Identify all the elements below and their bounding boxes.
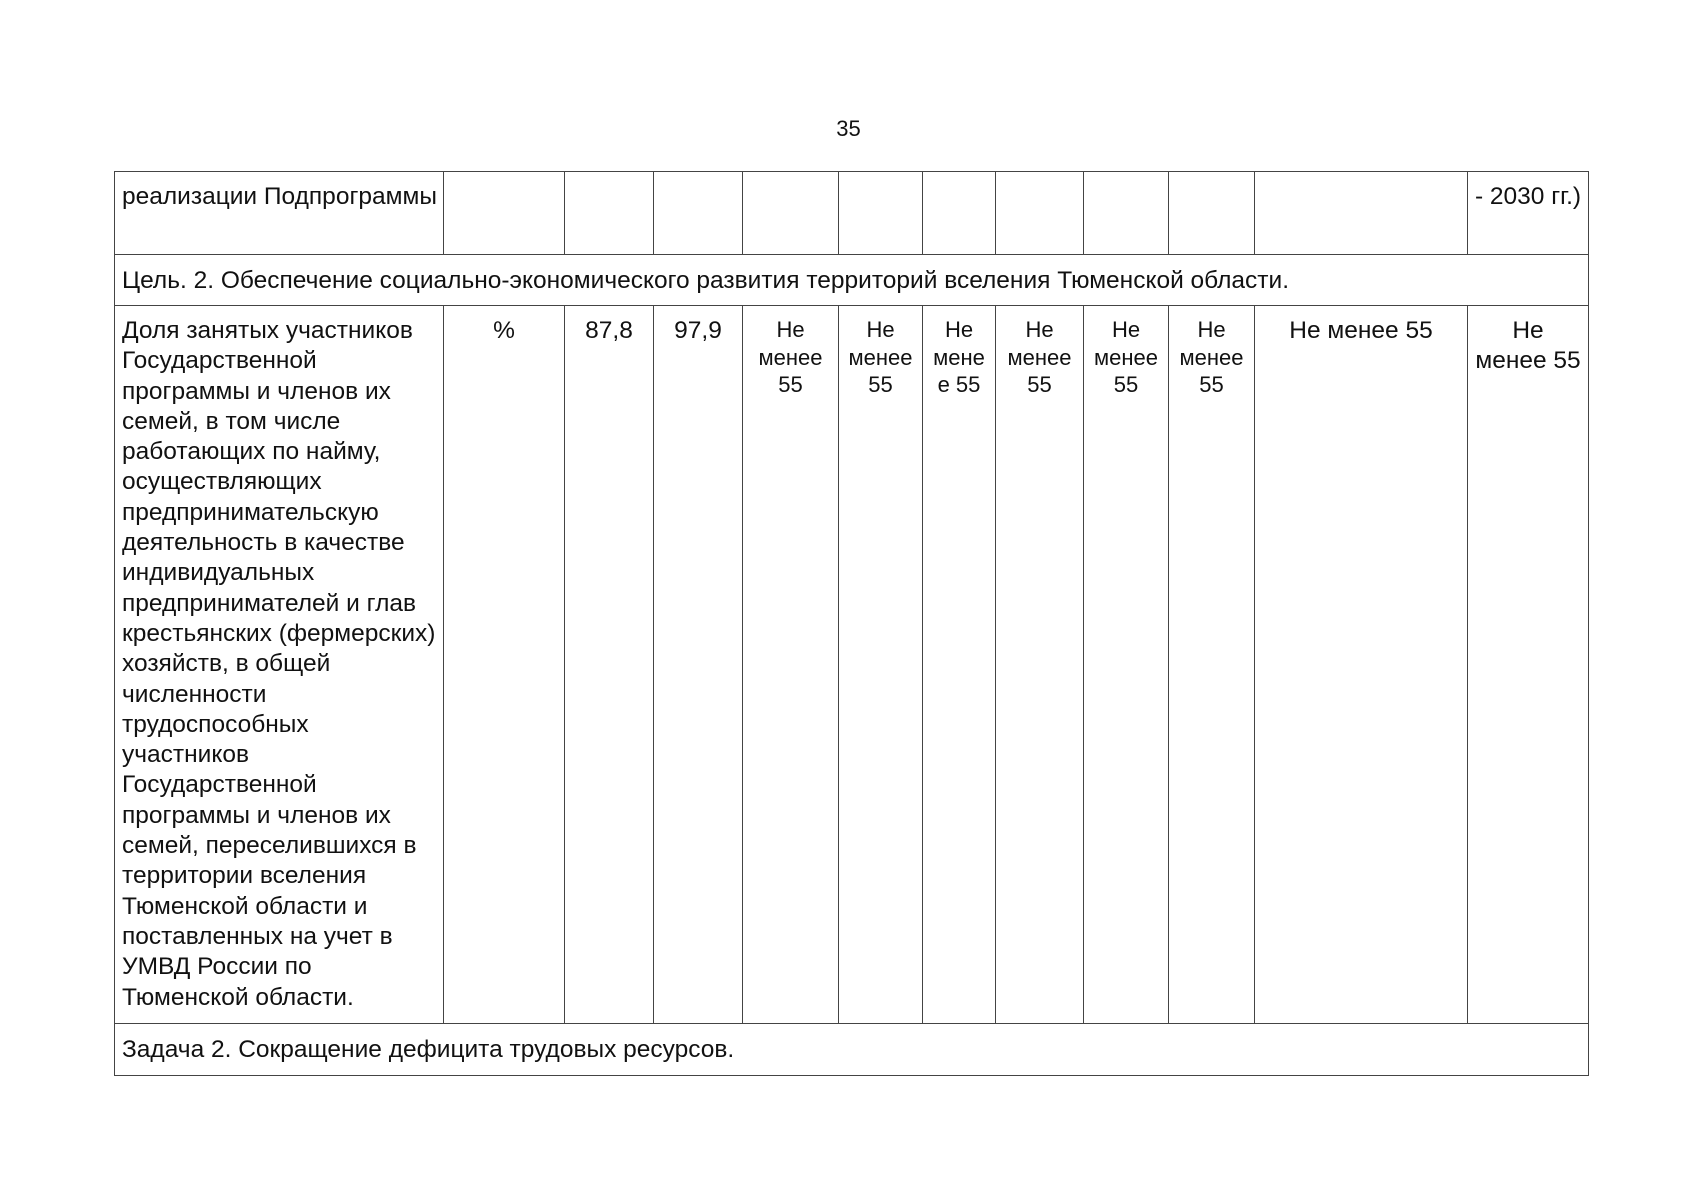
table-row — [115, 306, 1589, 1024]
cell-empty — [923, 172, 996, 255]
indicator-value: Не менее 55 — [743, 306, 839, 1024]
indicator-value: Не менее 55 — [1255, 306, 1468, 1024]
indicator-unit: % — [444, 306, 565, 1024]
indicator-name: Доля занятых участников Государственной программы и членов их семей, в том числе работающих по найму, осуществляющих предпринимательскую деятельность в качестве индивидуальных предпринимателей и глав крестьянских (фермерских) хозяйств, в общей численности трудоспособных участников Государственной программы и членов их семей, переселившихся в территории вселения Тюменской области и поставленных на учет в УМВД России по Тюменской области. — [115, 306, 444, 1024]
cell-empty — [444, 172, 565, 255]
indicator-value: Не менее 55 — [996, 306, 1084, 1024]
indicator-value: Не менее 55 — [1169, 306, 1255, 1024]
table-row — [115, 1024, 1589, 1076]
table-row — [115, 172, 1589, 255]
indicator-value: Не менее 55 — [1084, 306, 1169, 1024]
cell-empty — [1169, 172, 1255, 255]
cell-empty — [839, 172, 923, 255]
indicator-value: Не менее 55 — [839, 306, 923, 1024]
indicator-value: 87,8 — [565, 306, 654, 1024]
cell-empty — [1084, 172, 1169, 255]
indicator-value: Не менее 55 — [1468, 306, 1589, 1024]
indicator-value: Не менее 55 — [923, 306, 996, 1024]
cell-last: - 2030 гг.) — [1468, 172, 1589, 255]
table-row — [115, 255, 1589, 306]
indicator-value: 97,9 — [654, 306, 743, 1024]
cell-empty — [1255, 172, 1468, 255]
page-number: 35 — [836, 116, 861, 141]
goal-row: Цель. 2. Обеспечение социально-экономического развития территорий вселения Тюменской области. — [115, 255, 1589, 306]
cell-empty — [743, 172, 839, 255]
cell-empty — [996, 172, 1084, 255]
indicators-table — [114, 171, 1589, 1076]
cell-empty — [565, 172, 654, 255]
cell-first: реализации Подпрограммы — [115, 172, 444, 255]
task-row: Задача 2. Сокращение дефицита трудовых ресурсов. — [115, 1024, 1589, 1076]
cell-empty — [654, 172, 743, 255]
